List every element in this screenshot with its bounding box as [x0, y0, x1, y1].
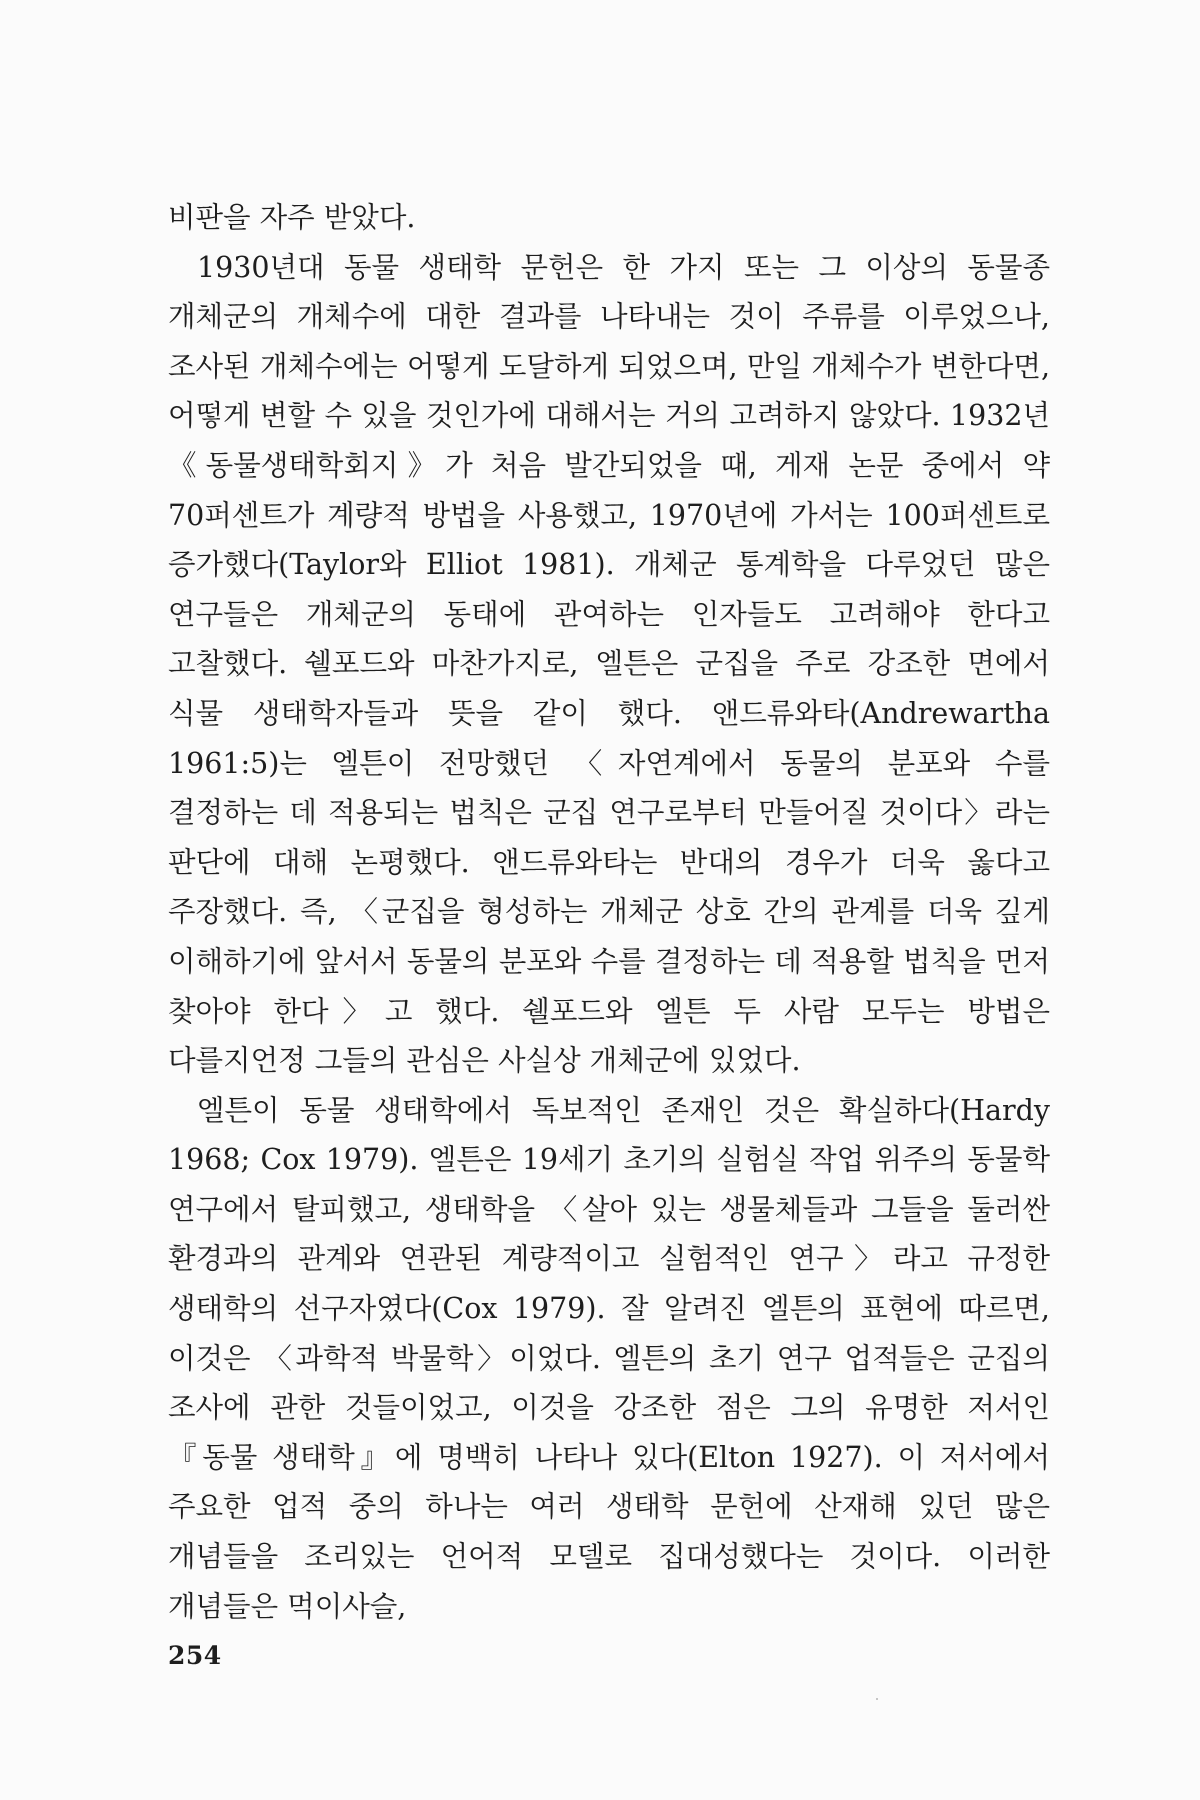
paragraph-population-ecology: 1930년대 동물 생태학 문헌은 한 가지 또는 그 이상의 동물종 개체군의 개체수에 대한 결과를 나타내는 것이 주류를 이루었으나, 조사된 개체수에는 어떻게 도달하게 되었으며, 만일 개체수가 변한다면, 어떻게 변할 수 있을 것인가에 대해서는 거의 고려하지 않았다. 1932년 《동물생태학회지》가 처음 발간되었을 때, 게재 논문 중에서 약 70퍼센트가 계량적 방법을 사용했고, 1970년에 가서는 100퍼센트로 증가했다(Taylor와 Elliot 1981). 개체군 통계학을 다루었던 많은 연구들은 개체군의 동태에 관여하는 인자들도 고려해야 한다고 고찰했다. 쉘포드와 마찬가지로, 엘튼은 군집을 주로 강조한 면에서 식물 생태학자들과 뜻을 같이 했다. 앤드류와타(Andrewartha 1961:5)는 엘튼이 전망했던 〈자연계에서 동물의 분포와 수를 결정하는 데 적용되는 법칙은 군집 연구로부터 만들어질 것이다〉라는 판단에 대해 논평했다. 앤드류와타는 반대의 경우가 더욱 옳다고 주장했다. 즉, 〈군집을 형성하는 개체군 상호 간의 관계를 더욱 깊게 이해하기에 앞서서 동물의 분포와 수를 결정하는 데 적용할 법칙을 먼저 찾아야 한다〉고 했다. 쉘포드와 엘튼 두 사람 모두는 방법은 다를지언정 그들의 관심은 사실상 개체군에 있었다. — [168, 250, 1050, 1078]
page-number: 254 — [168, 1641, 222, 1670]
paragraph-continuation: 비판을 자주 받았다. — [168, 201, 416, 234]
body-text — [168, 193, 1050, 1631]
scan-speck — [876, 1698, 878, 1700]
paragraph-elton: 엘튼이 동물 생태학에서 독보적인 존재인 것은 확실하다(Hardy 1968; Cox 1979). 엘튼은 19세기 초기의 실험실 작업 위주의 동물학 연구에서 탈피했고, 생태학을 〈살아 있는 생물체들과 그들을 둘러싼 환경과의 관계와 연관된 계량적이고 실험적인 연구〉라고 규정한 생태학의 선구자였다(Cox 1979). 잘 알려진 엘튼의 표현에 따르면, 이것은 〈과학적 박물학〉이었다. 엘튼의 초기 연구 업적들은 군집의 조사에 관한 것들이었고, 이것을 강조한 점은 그의 유명한 저서인 『동물 생태학』에 명백히 나타나 있다(Elton 1927). 이 저서에서 주요한 업적 중의 하나는 여러 생태학 문헌에 산재해 있던 많은 개념들을 조리있는 언어적 모델로 집대성했다는 것이다. 이러한 개념들은 먹이사슬, — [168, 1093, 1050, 1623]
